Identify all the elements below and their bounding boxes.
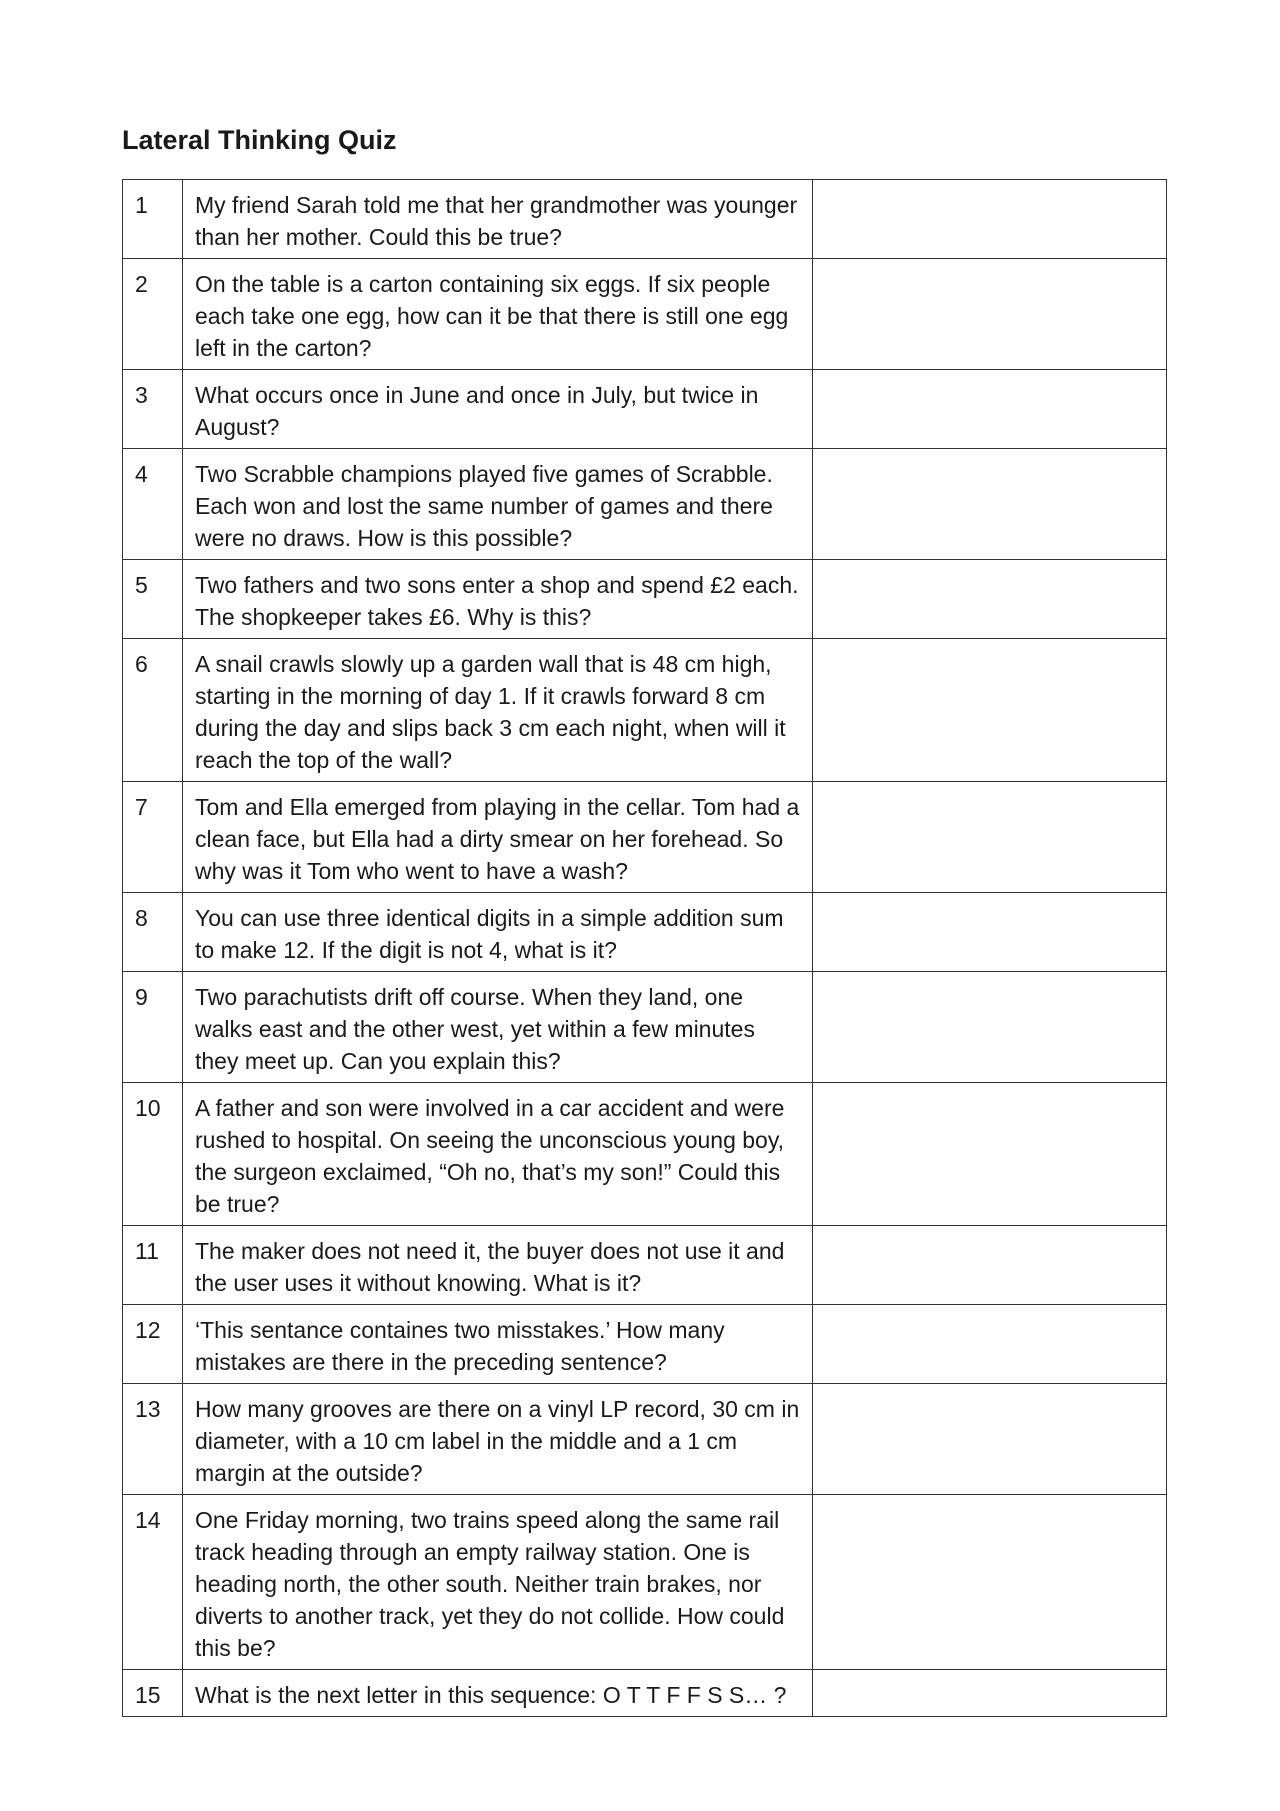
question-row	[123, 1305, 1167, 1384]
question-number: 3	[123, 370, 183, 449]
question-text: The maker does not need it, the buyer does not use it and the user uses it without knowing. What is it?	[183, 1226, 813, 1305]
question-row	[123, 1083, 1167, 1226]
question-number: 8	[123, 893, 183, 972]
quiz-table	[122, 179, 1167, 1717]
question-number: 11	[123, 1226, 183, 1305]
question-row	[123, 972, 1167, 1083]
answer-cell[interactable]	[813, 370, 1167, 449]
question-row	[123, 560, 1167, 639]
answer-cell[interactable]	[813, 180, 1167, 259]
answer-cell[interactable]	[813, 560, 1167, 639]
answer-cell[interactable]	[813, 449, 1167, 560]
question-text: Two fathers and two sons enter a shop and spend £2 each. The shopkeeper takes £6. Why is this?	[183, 560, 813, 639]
answer-cell[interactable]	[813, 1495, 1167, 1670]
question-number: 5	[123, 560, 183, 639]
answer-cell[interactable]	[813, 782, 1167, 893]
question-number: 9	[123, 972, 183, 1083]
question-number: 4	[123, 449, 183, 560]
question-text: My friend Sarah told me that her grandmother was younger than her mother. Could this be true?	[183, 180, 813, 259]
question-text: How many grooves are there on a vinyl LP record, 30 cm in diameter, with a 10 cm label in the middle and a 1 cm margin at the outside?	[183, 1384, 813, 1495]
question-number: 6	[123, 639, 183, 782]
answer-cell[interactable]	[813, 639, 1167, 782]
question-number: 13	[123, 1384, 183, 1495]
question-text: A father and son were involved in a car accident and were rushed to hospital. On seeing the unconscious young boy, the surgeon exclaimed, “Oh no, that’s my son!” Could this be true?	[183, 1083, 813, 1226]
question-row	[123, 639, 1167, 782]
question-number: 2	[123, 259, 183, 370]
question-text: What is the next letter in this sequence: O T T F F S S… ?	[183, 1670, 813, 1717]
question-row	[123, 782, 1167, 893]
answer-cell[interactable]	[813, 1670, 1167, 1717]
answer-cell[interactable]	[813, 1083, 1167, 1226]
question-number: 14	[123, 1495, 183, 1670]
answer-cell[interactable]	[813, 1384, 1167, 1495]
question-text: A snail crawls slowly up a garden wall that is 48 cm high, starting in the morning of day 1. If it crawls forward 8 cm during the day and slips back 3 cm each night, when will it reach the top of the wall?	[183, 639, 813, 782]
question-text: Tom and Ella emerged from playing in the cellar. Tom had a clean face, but Ella had a dirty smear on her forehead. So why was it Tom who went to have a wash?	[183, 782, 813, 893]
question-number: 12	[123, 1305, 183, 1384]
question-row	[123, 1495, 1167, 1670]
page-title: Lateral Thinking Quiz	[122, 125, 397, 155]
answer-cell[interactable]	[813, 1305, 1167, 1384]
question-text: Two parachutists drift off course. When they land, one walks east and the other west, yet within a few minutes they meet up. Can you explain this?	[183, 972, 813, 1083]
answer-cell[interactable]	[813, 259, 1167, 370]
question-row	[123, 370, 1167, 449]
question-row	[123, 259, 1167, 370]
question-row	[123, 449, 1167, 560]
question-text: You can use three identical digits in a simple addition sum to make 12. If the digit is not 4, what is it?	[183, 893, 813, 972]
question-text: On the table is a carton containing six eggs. If six people each take one egg, how can it be that there is still one egg left in the carton?	[183, 259, 813, 370]
question-row	[123, 1670, 1167, 1717]
quiz-table-body	[123, 180, 1167, 1717]
answer-cell[interactable]	[813, 972, 1167, 1083]
question-row	[123, 893, 1167, 972]
question-text: Two Scrabble champions played five games of Scrabble. Each won and lost the same number of games and there were no draws. How is this possible?	[183, 449, 813, 560]
question-text: ‘This sentance containes two misstakes.’ How many mistakes are there in the preceding sentence?	[183, 1305, 813, 1384]
question-text: What occurs once in June and once in July, but twice in August?	[183, 370, 813, 449]
question-number: 10	[123, 1083, 183, 1226]
question-number: 15	[123, 1670, 183, 1717]
question-row	[123, 1384, 1167, 1495]
question-text: One Friday morning, two trains speed along the same rail track heading through an empty railway station. One is heading north, the other south. Neither train brakes, nor diverts to another track, yet they do not collide. How could this be?	[183, 1495, 813, 1670]
answer-cell[interactable]	[813, 1226, 1167, 1305]
question-row	[123, 1226, 1167, 1305]
question-number: 7	[123, 782, 183, 893]
question-row	[123, 180, 1167, 259]
answer-cell[interactable]	[813, 893, 1167, 972]
question-number: 1	[123, 180, 183, 259]
